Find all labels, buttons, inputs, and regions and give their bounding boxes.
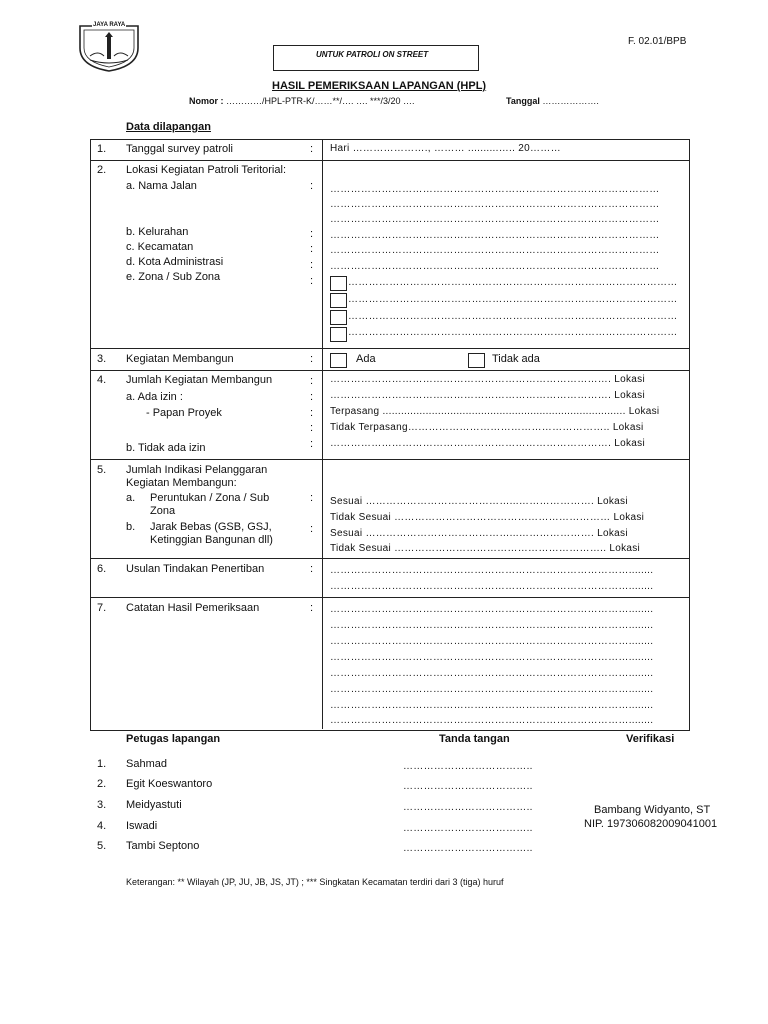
- nomor-label: Nomor :: [189, 96, 224, 106]
- board-installed-field[interactable]: Terpasang ............................................................................... Lokasi: [330, 406, 660, 417]
- signature-line[interactable]: ………………………………..: [403, 781, 533, 792]
- colon: :: [310, 275, 314, 287]
- construction-activity-label: Kegiatan Membangun: [126, 353, 234, 365]
- colon: :: [310, 375, 314, 387]
- officer-number: 3.: [97, 799, 107, 811]
- signature-line[interactable]: ………………………………..: [403, 802, 533, 813]
- tanggal-line: [506, 96, 599, 106]
- project-board-label: - Papan Proyek: [146, 407, 222, 419]
- setback-noncompliant-field[interactable]: Tidak Sesuai …………………………………………………….. Lokasi: [330, 543, 641, 554]
- page-title: HASIL PEMERIKSAAN LAPANGAN (HPL): [272, 80, 487, 92]
- option-ada-checkbox[interactable]: [330, 353, 347, 368]
- zona-checkbox[interactable]: [330, 293, 347, 308]
- row-separator: [90, 370, 689, 371]
- footnote: Keterangan: ** Wilayah (JP, JU, JB, JS, JT) ; *** Singkatan Kecamatan terdiri dari 3 (tiga) huruf: [126, 877, 504, 887]
- enforcement-label: Usulan Tindakan Penertiban: [126, 563, 265, 575]
- no-permit-label: b. Tidak ada izin: [126, 442, 206, 454]
- item-a-marker: a.: [126, 492, 136, 504]
- row-number: 6.: [97, 563, 107, 575]
- zona-field[interactable]: ……………………………………………………………………………………: [348, 327, 678, 338]
- colon: :: [310, 602, 314, 614]
- row-number: 2.: [97, 164, 107, 176]
- zona-field[interactable]: ……………………………………………………………………………………: [348, 294, 678, 305]
- option-tidak-ada-label: Tidak ada: [492, 353, 540, 365]
- notes-field[interactable]: ……………………………………………………………………………........: [330, 668, 654, 679]
- survey-date-field[interactable]: Hari …………………., ……… ..........….. 20………: [330, 143, 561, 154]
- signature-line[interactable]: ………………………………..: [403, 761, 533, 772]
- officer-name: Egit Koeswantoro: [126, 778, 213, 790]
- row-separator: [90, 348, 689, 349]
- zoning-label-cont: Zona: [150, 505, 176, 517]
- board-not-installed-field[interactable]: Tidak Terpasang………………………………………………….. Lokasi: [330, 422, 644, 433]
- zoning-noncompliant-field[interactable]: Tidak Sesuai ……………………………………………………… Lokasi: [330, 512, 645, 523]
- colon: :: [310, 492, 314, 504]
- verifier-nip: NIP. 197306082009041001: [584, 818, 718, 830]
- row-separator: [90, 160, 689, 161]
- row-number: 1.: [97, 143, 107, 155]
- patrol-label-box: [273, 45, 479, 71]
- street-name-field[interactable]: ……………………………………………………………………………………: [330, 184, 660, 195]
- zona-field[interactable]: ……………………………………………………………………………………: [348, 277, 678, 288]
- with-permit-field[interactable]: ………………………………………………………………………. Lokasi: [330, 390, 645, 401]
- officer-number: 1.: [97, 758, 107, 770]
- officer-name: Iswadi: [126, 820, 158, 832]
- option-tidak-ada-checkbox[interactable]: [468, 353, 485, 368]
- kecamatan-field[interactable]: ……………………………………………………………………………………: [330, 245, 660, 256]
- street-name-field[interactable]: ……………………………………………………………………………………: [330, 214, 660, 225]
- enforcement-field[interactable]: ……………………………………………………………………………........: [330, 565, 654, 576]
- row-number: 3.: [97, 353, 107, 365]
- colon: :: [310, 438, 314, 450]
- item-b-marker: b.: [126, 521, 136, 533]
- violation-label-cont: Kegiatan Membangun:: [126, 477, 237, 489]
- nomor-line: [189, 96, 415, 106]
- row-separator: [90, 597, 689, 598]
- street-name-field[interactable]: ……………………………………………………………………………………: [330, 199, 660, 210]
- setback-label-cont: Ketinggian Bangunan dll): [150, 534, 273, 546]
- tanggal-label: Tanggal: [506, 96, 540, 106]
- form-code: F. 02.01/BPB: [628, 36, 687, 47]
- zoning-label: Peruntukan / Zona / Sub: [150, 492, 270, 504]
- colon: :: [310, 391, 314, 403]
- colon: :: [310, 353, 314, 365]
- zona-checkbox[interactable]: [330, 327, 347, 342]
- notes-field[interactable]: ……………………………………………………………………………........: [330, 715, 654, 726]
- enforcement-field[interactable]: ……………………………………………………………………………........: [330, 581, 654, 592]
- kecamatan-label: c. Kecamatan: [126, 241, 194, 253]
- tanggal-value: ……………….: [542, 96, 599, 106]
- notes-field[interactable]: ……………………………………………………………………………........: [330, 636, 654, 647]
- row-number: 5.: [97, 464, 107, 476]
- emblem-text: JAYA RAYA: [93, 22, 126, 28]
- officer-number: 2.: [97, 778, 107, 790]
- setback-label: Jarak Bebas (GSB, GSJ,: [150, 521, 272, 533]
- kelurahan-field[interactable]: ……………………………………………………………………………………: [330, 230, 660, 241]
- activity-count-label: Jumlah Kegiatan Membangun: [126, 374, 273, 386]
- patrol-label: UNTUK PATROLI ON STREET: [316, 50, 429, 59]
- colon: :: [310, 259, 314, 271]
- colon: :: [310, 243, 314, 255]
- street-name-label: a. Nama Jalan: [126, 180, 197, 192]
- officer-name: Sahmad: [126, 758, 167, 770]
- zoning-compliant-field[interactable]: Sesuai ……………………………………...…………………. Lokasi: [330, 496, 628, 507]
- colon: :: [310, 422, 314, 434]
- officer-number: 4.: [97, 820, 107, 832]
- verifier-name: Bambang Widyanto, ST: [594, 804, 711, 816]
- verification-heading: Verifikasi: [626, 733, 675, 745]
- kota-label: d. Kota Administrasi: [126, 256, 224, 268]
- zona-checkbox[interactable]: [330, 276, 347, 291]
- zona-label: e. Zona / Sub Zona: [126, 271, 221, 283]
- colon: :: [310, 180, 314, 192]
- zona-checkbox[interactable]: [330, 310, 347, 325]
- nomor-value: …………/HPL-PTR-K/……**/…. …. ***/3/20 ….: [226, 96, 415, 106]
- colon: :: [310, 143, 314, 155]
- signature-line[interactable]: ………………………………..: [403, 843, 533, 854]
- inspection-notes-label: Catatan Hasil Pemeriksaan: [126, 602, 260, 614]
- setback-compliant-field[interactable]: Sesuai ……………………………………...…………………. Lokasi: [330, 528, 628, 539]
- no-permit-field[interactable]: ………………………………………………………………………. Lokasi: [330, 438, 645, 449]
- with-permit-label: a. Ada izin :: [126, 391, 183, 403]
- notes-field[interactable]: ……………………………………………………………………………........: [330, 684, 654, 695]
- signature-line[interactable]: ………………………………..: [403, 823, 533, 834]
- signature-heading: Tanda tangan: [439, 733, 510, 745]
- row-number: 4.: [97, 374, 107, 386]
- notes-field[interactable]: ……………………………………………………………………………........: [330, 652, 654, 663]
- option-ada-label: Ada: [356, 353, 376, 365]
- row-separator: [90, 459, 689, 460]
- colon: :: [310, 563, 314, 575]
- table-divider: [322, 139, 323, 729]
- activity-count-field[interactable]: ………………………………………………………………………. Lokasi: [330, 374, 645, 385]
- notes-field[interactable]: ……………………………………………………………………………........: [330, 604, 654, 615]
- violation-label: Jumlah Indikasi Pelanggaran: [126, 464, 268, 476]
- kelurahan-label: b. Kelurahan: [126, 226, 189, 238]
- officers-heading: Petugas lapangan: [126, 733, 221, 745]
- section-heading: Data dilapangan: [126, 121, 211, 133]
- colon: :: [310, 407, 314, 419]
- colon: :: [310, 523, 314, 535]
- zona-field[interactable]: ……………………………………………………………………………………: [348, 311, 678, 322]
- notes-field[interactable]: ……………………………………………………………………………........: [330, 700, 654, 711]
- officer-name: Meidyastuti: [126, 799, 182, 811]
- notes-field[interactable]: ……………………………………………………………………………........: [330, 620, 654, 631]
- location-label: Lokasi Kegiatan Patroli Teritorial:: [126, 164, 286, 176]
- survey-date-label: Tanggal survey patroli: [126, 143, 234, 155]
- colon: :: [310, 228, 314, 240]
- row-separator: [90, 558, 689, 559]
- jakarta-emblem-logo: [78, 22, 140, 72]
- officer-number: 5.: [97, 840, 107, 852]
- row-number: 7.: [97, 602, 107, 614]
- officer-name: Tambi Septono: [126, 840, 200, 852]
- kota-field[interactable]: ……………………………………………………………………………………: [330, 261, 660, 272]
